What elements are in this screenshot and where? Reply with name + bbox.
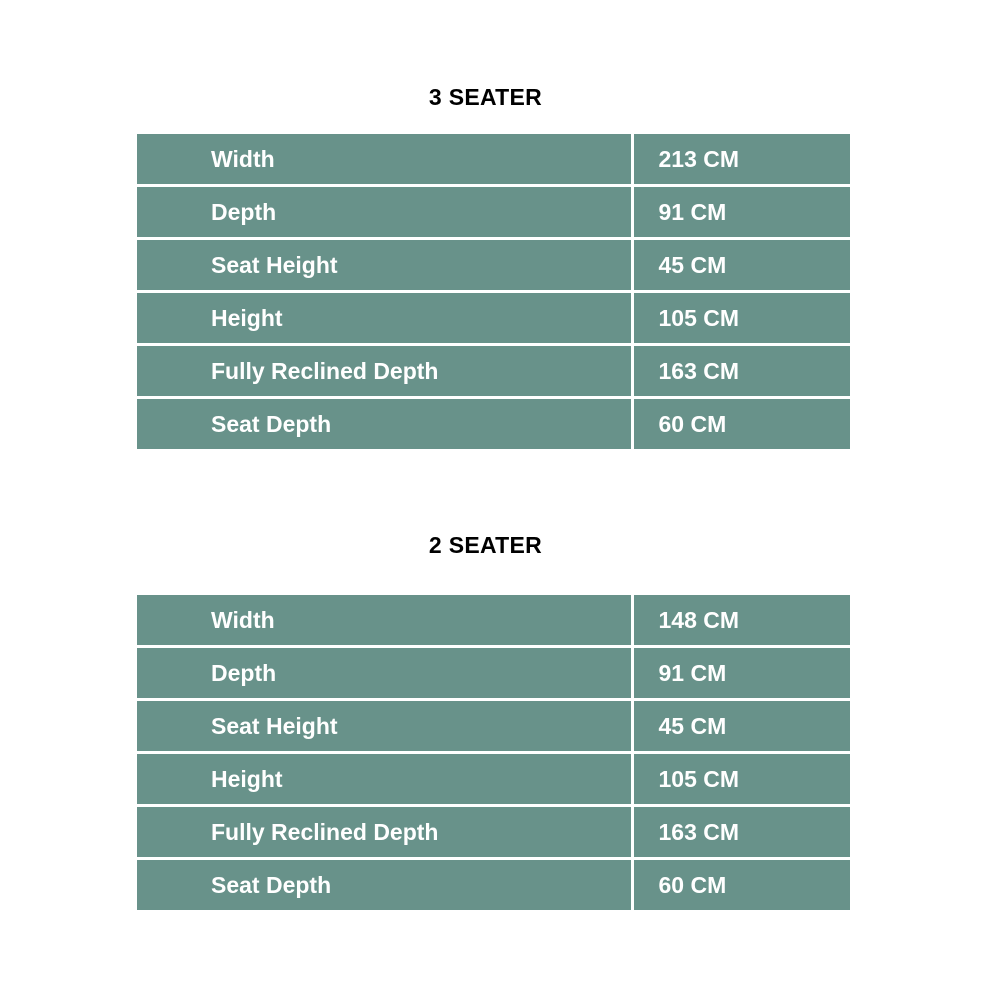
table-row <box>137 700 850 753</box>
spec-label: Width <box>137 595 632 647</box>
spec-label: Depth <box>137 186 632 239</box>
spec-label: Seat Height <box>137 239 632 292</box>
spec-label: Seat Depth <box>137 398 632 450</box>
spec-label: Depth <box>137 647 632 700</box>
spec-label: Width <box>137 134 632 186</box>
table-row <box>137 753 850 806</box>
spec-value: 45 CM <box>632 700 850 753</box>
spec-value: 91 CM <box>632 647 850 700</box>
table-row <box>137 806 850 859</box>
spec-label: Fully Reclined Depth <box>137 806 632 859</box>
section-title-2-seater: 2 SEATER <box>428 532 543 558</box>
spec-value: 60 CM <box>632 859 850 911</box>
spec-label: Height <box>137 292 632 345</box>
table-row <box>137 595 850 647</box>
spec-label: Fully Reclined Depth <box>137 345 632 398</box>
table-row <box>137 345 850 398</box>
table-row <box>137 859 850 911</box>
spec-value: 213 CM <box>632 134 850 186</box>
spec-value: 60 CM <box>632 398 850 450</box>
spec-table-2-seater <box>137 595 850 910</box>
table-row <box>137 398 850 450</box>
spec-value: 105 CM <box>632 292 850 345</box>
spec-value: 45 CM <box>632 239 850 292</box>
spec-label: Seat Depth <box>137 859 632 911</box>
spec-value: 105 CM <box>632 753 850 806</box>
spec-value: 91 CM <box>632 186 850 239</box>
spec-value: 163 CM <box>632 806 850 859</box>
spec-label: Seat Height <box>137 700 632 753</box>
table-row <box>137 186 850 239</box>
spec-value: 163 CM <box>632 345 850 398</box>
table-row <box>137 292 850 345</box>
table-row <box>137 647 850 700</box>
spec-label: Height <box>137 753 632 806</box>
spec-table-3-seater <box>137 134 850 449</box>
section-title-3-seater: 3 SEATER <box>428 84 543 110</box>
table-row <box>137 239 850 292</box>
table-row <box>137 134 850 186</box>
spec-value: 148 CM <box>632 595 850 647</box>
